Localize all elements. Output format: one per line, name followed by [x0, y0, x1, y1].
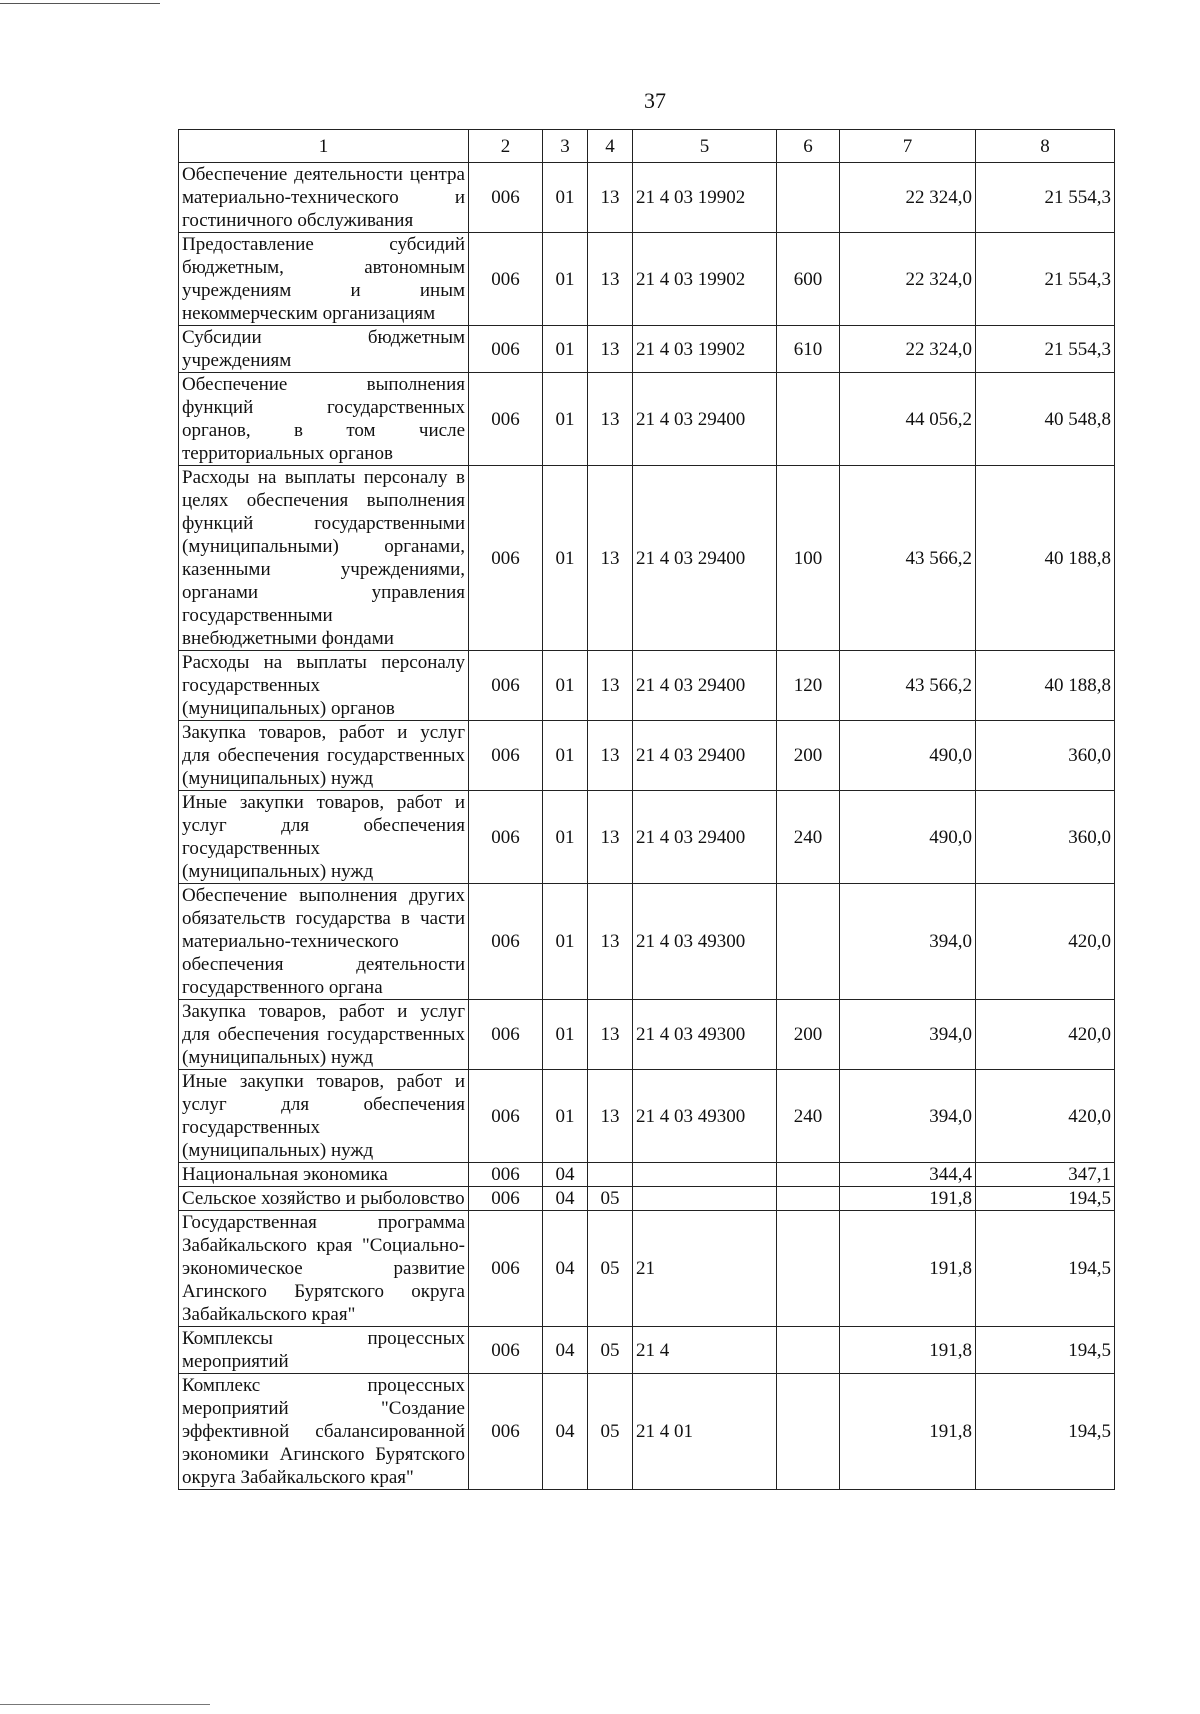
row-name: Закупка товаров, работ и услуг для обеспечения государственных (муниципальных) нужд [179, 1000, 469, 1070]
scan-edge-mark-bottom [0, 1704, 210, 1705]
cell-col6 [777, 1163, 840, 1187]
cell-col6 [777, 1211, 840, 1327]
cell-col4: 05 [588, 1374, 633, 1490]
cell-col7: 191,8 [840, 1211, 976, 1327]
cell-col3: 01 [543, 233, 588, 326]
cell-col8: 194,5 [976, 1374, 1115, 1490]
budget-table [178, 129, 1115, 1490]
cell-col8: 420,0 [976, 1000, 1115, 1070]
table-row [179, 651, 1115, 721]
cell-col7: 191,8 [840, 1187, 976, 1211]
cell-col5: 21 4 03 49300 [633, 884, 777, 1000]
table-row [179, 1374, 1115, 1490]
cell-col4: 13 [588, 651, 633, 721]
row-name: Закупка товаров, работ и услуг для обеспечения государственных (муниципальных) нужд [179, 721, 469, 791]
cell-col3: 01 [543, 884, 588, 1000]
cell-col7: 490,0 [840, 721, 976, 791]
cell-col8: 194,5 [976, 1211, 1115, 1327]
cell-col4: 13 [588, 1000, 633, 1070]
cell-col2: 006 [469, 1327, 543, 1374]
cell-col3: 04 [543, 1211, 588, 1327]
cell-col2: 006 [469, 466, 543, 651]
cell-col6: 240 [777, 1070, 840, 1163]
table-row [179, 1211, 1115, 1327]
row-name: Субсидии бюджетным учреждениям [179, 326, 469, 373]
cell-col3: 01 [543, 721, 588, 791]
cell-col2: 006 [469, 233, 543, 326]
cell-col5: 21 [633, 1211, 777, 1327]
cell-col6: 200 [777, 721, 840, 791]
cell-col3: 01 [543, 791, 588, 884]
cell-col7: 394,0 [840, 884, 976, 1000]
row-name: Расходы на выплаты персоналу в целях обеспечения выполнения функций государственными (муниципальными) органами, казенными учреждениями, органами управления государственными внебюджетными фондами [179, 466, 469, 651]
cell-col8: 21 554,3 [976, 233, 1115, 326]
cell-col3: 04 [543, 1327, 588, 1374]
row-name: Сельское хозяйство и рыболовство [179, 1187, 469, 1211]
cell-col7: 22 324,0 [840, 163, 976, 233]
cell-col2: 006 [469, 1070, 543, 1163]
cell-col5: 21 4 03 19902 [633, 233, 777, 326]
cell-col6 [777, 163, 840, 233]
cell-col3: 04 [543, 1374, 588, 1490]
table-row [179, 373, 1115, 466]
row-name: Национальная экономика [179, 1163, 469, 1187]
cell-col6: 600 [777, 233, 840, 326]
row-name: Обеспечение выполнения других обязательств государства в части материально-технического обеспечения деятельности государственного органа [179, 884, 469, 1000]
cell-col4: 05 [588, 1211, 633, 1327]
cell-col2: 006 [469, 1163, 543, 1187]
row-name: Иные закупки товаров, работ и услуг для обеспечения государственных (муниципальных) нужд [179, 1070, 469, 1163]
cell-col2: 006 [469, 1000, 543, 1070]
cell-col8: 40 188,8 [976, 466, 1115, 651]
scan-edge-mark-top [0, 3, 160, 4]
cell-col6: 100 [777, 466, 840, 651]
header-cell: 7 [840, 130, 976, 163]
cell-col7: 22 324,0 [840, 233, 976, 326]
cell-col2: 006 [469, 884, 543, 1000]
cell-col5: 21 4 03 19902 [633, 326, 777, 373]
cell-col4: 13 [588, 1070, 633, 1163]
cell-col7: 44 056,2 [840, 373, 976, 466]
cell-col5: 21 4 [633, 1327, 777, 1374]
cell-col4: 13 [588, 373, 633, 466]
cell-col7: 43 566,2 [840, 651, 976, 721]
cell-col5: 21 4 03 29400 [633, 791, 777, 884]
table-header-row [179, 130, 1115, 163]
page-number: 37 [644, 88, 666, 113]
cell-col3: 04 [543, 1163, 588, 1187]
row-name: Государственная программа Забайкальского края "Социально-экономическое развитие Агинского Бурятского округа Забайкальского края" [179, 1211, 469, 1327]
header-cell: 5 [633, 130, 777, 163]
cell-col2: 006 [469, 163, 543, 233]
table-row [179, 233, 1115, 326]
cell-col4: 13 [588, 466, 633, 651]
cell-col7: 394,0 [840, 1000, 976, 1070]
cell-col4: 13 [588, 163, 633, 233]
cell-col3: 01 [543, 373, 588, 466]
cell-col6 [777, 373, 840, 466]
table-row [179, 1187, 1115, 1211]
cell-col8: 360,0 [976, 721, 1115, 791]
cell-col3: 01 [543, 466, 588, 651]
cell-col8: 420,0 [976, 884, 1115, 1000]
cell-col2: 006 [469, 651, 543, 721]
cell-col7: 394,0 [840, 1070, 976, 1163]
table-row [179, 721, 1115, 791]
cell-col5: 21 4 03 49300 [633, 1070, 777, 1163]
cell-col3: 01 [543, 163, 588, 233]
cell-col6: 610 [777, 326, 840, 373]
header-cell: 4 [588, 130, 633, 163]
cell-col2: 006 [469, 791, 543, 884]
cell-col6: 240 [777, 791, 840, 884]
row-name: Иные закупки товаров, работ и услуг для обеспечения государственных (муниципальных) нужд [179, 791, 469, 884]
cell-col3: 01 [543, 1000, 588, 1070]
cell-col5 [633, 1187, 777, 1211]
cell-col4: 13 [588, 326, 633, 373]
cell-col4 [588, 1163, 633, 1187]
cell-col2: 006 [469, 1374, 543, 1490]
cell-col4: 13 [588, 791, 633, 884]
cell-col8: 360,0 [976, 791, 1115, 884]
header-cell: 1 [179, 130, 469, 163]
header-cell: 8 [976, 130, 1115, 163]
cell-col5: 21 4 03 19902 [633, 163, 777, 233]
row-name: Обеспечение выполнения функций государственных органов, в том числе территориальных органов [179, 373, 469, 466]
cell-col7: 191,8 [840, 1327, 976, 1374]
cell-col5: 21 4 01 [633, 1374, 777, 1490]
cell-col8: 347,1 [976, 1163, 1115, 1187]
table-row [179, 466, 1115, 651]
cell-col8: 420,0 [976, 1070, 1115, 1163]
cell-col3: 01 [543, 651, 588, 721]
header-cell: 3 [543, 130, 588, 163]
table-row [179, 1070, 1115, 1163]
cell-col4: 13 [588, 721, 633, 791]
cell-col6: 200 [777, 1000, 840, 1070]
cell-col5: 21 4 03 29400 [633, 466, 777, 651]
cell-col2: 006 [469, 1211, 543, 1327]
cell-col8: 21 554,3 [976, 163, 1115, 233]
cell-col4: 13 [588, 233, 633, 326]
row-name: Обеспечение деятельности центра материально-технического и гостиничного обслуживания [179, 163, 469, 233]
cell-col2: 006 [469, 326, 543, 373]
cell-col4: 05 [588, 1327, 633, 1374]
row-name: Комплекс процессных мероприятий "Создание эффективной сбалансированной экономики Агинского Бурятского округа Забайкальского края" [179, 1374, 469, 1490]
row-name: Комплексы процессных мероприятий [179, 1327, 469, 1374]
cell-col6 [777, 1327, 840, 1374]
cell-col5: 21 4 03 29400 [633, 651, 777, 721]
cell-col7: 344,4 [840, 1163, 976, 1187]
row-name: Расходы на выплаты персоналу государственных (муниципальных) органов [179, 651, 469, 721]
cell-col2: 006 [469, 373, 543, 466]
table-row [179, 326, 1115, 373]
cell-col5: 21 4 03 49300 [633, 1000, 777, 1070]
table-row [179, 163, 1115, 233]
table-row [179, 1327, 1115, 1374]
table-row [179, 1000, 1115, 1070]
cell-col6 [777, 1187, 840, 1211]
cell-col7: 22 324,0 [840, 326, 976, 373]
cell-col8: 21 554,3 [976, 326, 1115, 373]
cell-col3: 04 [543, 1187, 588, 1211]
cell-col7: 43 566,2 [840, 466, 976, 651]
cell-col3: 01 [543, 326, 588, 373]
cell-col8: 194,5 [976, 1327, 1115, 1374]
cell-col8: 194,5 [976, 1187, 1115, 1211]
cell-col5: 21 4 03 29400 [633, 721, 777, 791]
table-row [179, 1163, 1115, 1187]
table-row [179, 791, 1115, 884]
cell-col4: 05 [588, 1187, 633, 1211]
cell-col8: 40 188,8 [976, 651, 1115, 721]
cell-col8: 40 548,8 [976, 373, 1115, 466]
cell-col7: 191,8 [840, 1374, 976, 1490]
cell-col5 [633, 1163, 777, 1187]
cell-col3: 01 [543, 1070, 588, 1163]
cell-col6: 120 [777, 651, 840, 721]
cell-col6 [777, 1374, 840, 1490]
cell-col5: 21 4 03 29400 [633, 373, 777, 466]
cell-col6 [777, 884, 840, 1000]
header-cell: 6 [777, 130, 840, 163]
row-name: Предоставление субсидий бюджетным, автономным учреждениям и иным некоммерческим организациям [179, 233, 469, 326]
header-cell: 2 [469, 130, 543, 163]
cell-col2: 006 [469, 721, 543, 791]
cell-col4: 13 [588, 884, 633, 1000]
table-row [179, 884, 1115, 1000]
cell-col7: 490,0 [840, 791, 976, 884]
cell-col2: 006 [469, 1187, 543, 1211]
